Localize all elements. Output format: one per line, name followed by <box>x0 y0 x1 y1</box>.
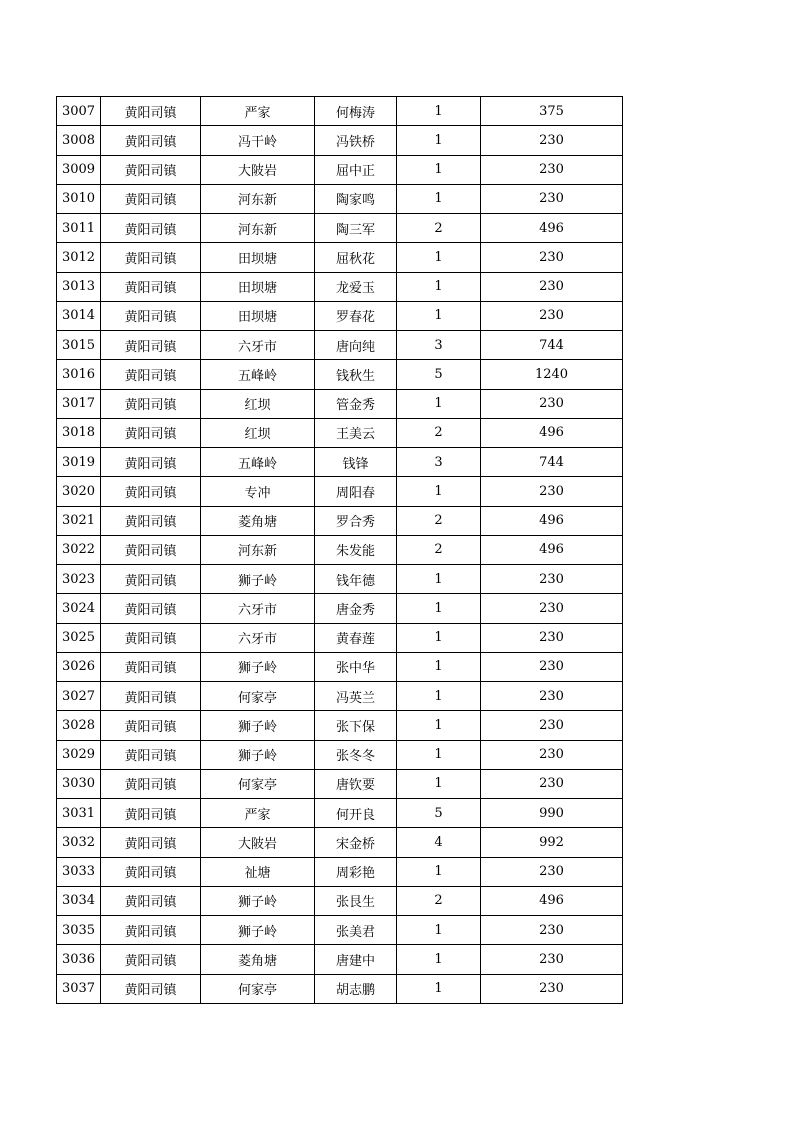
village-cell: 严家 <box>201 97 315 126</box>
village-cell: 田坝塘 <box>201 301 315 330</box>
count-cell: 1 <box>397 916 481 945</box>
name-cell: 黄春莲 <box>315 623 397 652</box>
name-cell: 张中华 <box>315 652 397 681</box>
count-cell: 2 <box>397 214 481 243</box>
table-row <box>57 711 623 740</box>
town-cell: 黄阳司镇 <box>101 974 201 1003</box>
count-cell: 1 <box>397 857 481 886</box>
name-cell: 钱年德 <box>315 565 397 594</box>
table-row <box>57 360 623 389</box>
town-cell: 黄阳司镇 <box>101 184 201 213</box>
count-cell: 1 <box>397 945 481 974</box>
village-cell: 何家亭 <box>201 769 315 798</box>
name-cell: 罗春花 <box>315 301 397 330</box>
name-cell: 胡志鹏 <box>315 974 397 1003</box>
town-cell: 黄阳司镇 <box>101 623 201 652</box>
town-cell: 黄阳司镇 <box>101 126 201 155</box>
count-cell: 3 <box>397 448 481 477</box>
count-cell: 5 <box>397 360 481 389</box>
count-cell: 1 <box>397 711 481 740</box>
village-cell: 菱角塘 <box>201 945 315 974</box>
table-row <box>57 535 623 564</box>
amount-cell: 230 <box>481 155 623 184</box>
name-cell: 唐建中 <box>315 945 397 974</box>
village-cell: 菱角塘 <box>201 506 315 535</box>
amount-cell: 230 <box>481 243 623 272</box>
town-cell: 黄阳司镇 <box>101 740 201 769</box>
town-cell: 黄阳司镇 <box>101 916 201 945</box>
count-cell: 1 <box>397 623 481 652</box>
table-row <box>57 418 623 447</box>
row-number-cell: 3017 <box>57 389 101 418</box>
village-cell: 河东新 <box>201 535 315 564</box>
row-number-cell: 3031 <box>57 799 101 828</box>
town-cell: 黄阳司镇 <box>101 214 201 243</box>
name-cell: 罗合秀 <box>315 506 397 535</box>
name-cell: 宋金桥 <box>315 828 397 857</box>
table-row <box>57 799 623 828</box>
town-cell: 黄阳司镇 <box>101 652 201 681</box>
village-cell: 田坝塘 <box>201 272 315 301</box>
row-number-cell: 3024 <box>57 594 101 623</box>
town-cell: 黄阳司镇 <box>101 331 201 360</box>
table-row <box>57 126 623 155</box>
table-row <box>57 448 623 477</box>
town-cell: 黄阳司镇 <box>101 389 201 418</box>
town-cell: 黄阳司镇 <box>101 769 201 798</box>
count-cell: 1 <box>397 652 481 681</box>
table-row <box>57 828 623 857</box>
village-cell: 狮子岭 <box>201 565 315 594</box>
table-row <box>57 155 623 184</box>
amount-cell: 230 <box>481 711 623 740</box>
village-cell: 严家 <box>201 799 315 828</box>
table-row <box>57 594 623 623</box>
table-row <box>57 682 623 711</box>
name-cell: 何梅涛 <box>315 97 397 126</box>
table-row <box>57 945 623 974</box>
row-number-cell: 3032 <box>57 828 101 857</box>
amount-cell: 230 <box>481 184 623 213</box>
name-cell: 龙爱玉 <box>315 272 397 301</box>
town-cell: 黄阳司镇 <box>101 243 201 272</box>
table-row <box>57 916 623 945</box>
name-cell: 朱发能 <box>315 535 397 564</box>
amount-cell: 230 <box>481 652 623 681</box>
town-cell: 黄阳司镇 <box>101 477 201 506</box>
village-cell: 红坝 <box>201 418 315 447</box>
town-cell: 黄阳司镇 <box>101 945 201 974</box>
count-cell: 1 <box>397 594 481 623</box>
row-number-cell: 3036 <box>57 945 101 974</box>
row-number-cell: 3030 <box>57 769 101 798</box>
table-row <box>57 184 623 213</box>
table-row <box>57 974 623 1003</box>
village-cell: 狮子岭 <box>201 652 315 681</box>
amount-cell: 744 <box>481 331 623 360</box>
row-number-cell: 3012 <box>57 243 101 272</box>
village-cell: 祉塘 <box>201 857 315 886</box>
town-cell: 黄阳司镇 <box>101 594 201 623</box>
town-cell: 黄阳司镇 <box>101 857 201 886</box>
amount-cell: 230 <box>481 974 623 1003</box>
table-row <box>57 243 623 272</box>
name-cell: 张冬冬 <box>315 740 397 769</box>
village-cell: 何家亭 <box>201 682 315 711</box>
amount-cell: 230 <box>481 623 623 652</box>
name-cell: 冯英兰 <box>315 682 397 711</box>
amount-cell: 230 <box>481 916 623 945</box>
count-cell: 5 <box>397 799 481 828</box>
table-row <box>57 301 623 330</box>
table-row <box>57 506 623 535</box>
row-number-cell: 3037 <box>57 974 101 1003</box>
amount-cell: 992 <box>481 828 623 857</box>
count-cell: 1 <box>397 477 481 506</box>
row-number-cell: 3027 <box>57 682 101 711</box>
town-cell: 黄阳司镇 <box>101 535 201 564</box>
table-row <box>57 857 623 886</box>
town-cell: 黄阳司镇 <box>101 565 201 594</box>
name-cell: 唐金秀 <box>315 594 397 623</box>
village-cell: 红坝 <box>201 389 315 418</box>
town-cell: 黄阳司镇 <box>101 682 201 711</box>
village-cell: 专冲 <box>201 477 315 506</box>
town-cell: 黄阳司镇 <box>101 418 201 447</box>
row-number-cell: 3009 <box>57 155 101 184</box>
amount-cell: 496 <box>481 506 623 535</box>
row-number-cell: 3007 <box>57 97 101 126</box>
village-cell: 大陂岩 <box>201 828 315 857</box>
village-cell: 何家亭 <box>201 974 315 1003</box>
table-row <box>57 769 623 798</box>
village-cell: 五峰岭 <box>201 448 315 477</box>
village-cell: 六牙市 <box>201 594 315 623</box>
town-cell: 黄阳司镇 <box>101 506 201 535</box>
row-number-cell: 3014 <box>57 301 101 330</box>
village-cell: 狮子岭 <box>201 740 315 769</box>
amount-cell: 744 <box>481 448 623 477</box>
row-number-cell: 3029 <box>57 740 101 769</box>
amount-cell: 230 <box>481 857 623 886</box>
table-row <box>57 331 623 360</box>
count-cell: 1 <box>397 184 481 213</box>
count-cell: 4 <box>397 828 481 857</box>
name-cell: 张艮生 <box>315 886 397 915</box>
table-row <box>57 272 623 301</box>
count-cell: 2 <box>397 418 481 447</box>
count-cell: 1 <box>397 126 481 155</box>
amount-cell: 230 <box>481 301 623 330</box>
table-row <box>57 623 623 652</box>
name-cell: 管金秀 <box>315 389 397 418</box>
table-body <box>57 97 623 1004</box>
village-cell: 五峰岭 <box>201 360 315 389</box>
village-cell: 大陂岩 <box>201 155 315 184</box>
count-cell: 1 <box>397 97 481 126</box>
amount-cell: 1240 <box>481 360 623 389</box>
amount-cell: 230 <box>481 565 623 594</box>
row-number-cell: 3023 <box>57 565 101 594</box>
row-number-cell: 3013 <box>57 272 101 301</box>
amount-cell: 230 <box>481 769 623 798</box>
amount-cell: 230 <box>481 126 623 155</box>
name-cell: 陶家鸣 <box>315 184 397 213</box>
row-number-cell: 3008 <box>57 126 101 155</box>
count-cell: 3 <box>397 331 481 360</box>
count-cell: 1 <box>397 740 481 769</box>
row-number-cell: 3010 <box>57 184 101 213</box>
table-row <box>57 97 623 126</box>
village-cell: 狮子岭 <box>201 886 315 915</box>
village-cell: 河东新 <box>201 214 315 243</box>
amount-cell: 496 <box>481 418 623 447</box>
table-row <box>57 886 623 915</box>
row-number-cell: 3021 <box>57 506 101 535</box>
table-row <box>57 389 623 418</box>
count-cell: 1 <box>397 769 481 798</box>
table-row <box>57 652 623 681</box>
name-cell: 张下保 <box>315 711 397 740</box>
table-row <box>57 740 623 769</box>
data-table <box>56 96 623 1004</box>
row-number-cell: 3018 <box>57 418 101 447</box>
name-cell: 屈秋花 <box>315 243 397 272</box>
table-row <box>57 565 623 594</box>
row-number-cell: 3033 <box>57 857 101 886</box>
table-row <box>57 214 623 243</box>
amount-cell: 230 <box>481 389 623 418</box>
amount-cell: 230 <box>481 272 623 301</box>
town-cell: 黄阳司镇 <box>101 711 201 740</box>
row-number-cell: 3025 <box>57 623 101 652</box>
count-cell: 1 <box>397 389 481 418</box>
village-cell: 狮子岭 <box>201 916 315 945</box>
name-cell: 张美君 <box>315 916 397 945</box>
village-cell: 冯干岭 <box>201 126 315 155</box>
count-cell: 1 <box>397 155 481 184</box>
name-cell: 钱秋生 <box>315 360 397 389</box>
name-cell: 冯铁桥 <box>315 126 397 155</box>
village-cell: 田坝塘 <box>201 243 315 272</box>
amount-cell: 496 <box>481 535 623 564</box>
name-cell: 唐钦要 <box>315 769 397 798</box>
count-cell: 1 <box>397 272 481 301</box>
row-number-cell: 3022 <box>57 535 101 564</box>
row-number-cell: 3028 <box>57 711 101 740</box>
count-cell: 1 <box>397 565 481 594</box>
count-cell: 2 <box>397 535 481 564</box>
amount-cell: 990 <box>481 799 623 828</box>
town-cell: 黄阳司镇 <box>101 360 201 389</box>
amount-cell: 230 <box>481 594 623 623</box>
amount-cell: 375 <box>481 97 623 126</box>
name-cell: 王美云 <box>315 418 397 447</box>
row-number-cell: 3011 <box>57 214 101 243</box>
row-number-cell: 3019 <box>57 448 101 477</box>
amount-cell: 230 <box>481 740 623 769</box>
count-cell: 1 <box>397 243 481 272</box>
town-cell: 黄阳司镇 <box>101 97 201 126</box>
count-cell: 2 <box>397 506 481 535</box>
amount-cell: 230 <box>481 477 623 506</box>
town-cell: 黄阳司镇 <box>101 272 201 301</box>
count-cell: 1 <box>397 682 481 711</box>
name-cell: 唐向纯 <box>315 331 397 360</box>
town-cell: 黄阳司镇 <box>101 799 201 828</box>
row-number-cell: 3016 <box>57 360 101 389</box>
name-cell: 周阳春 <box>315 477 397 506</box>
row-number-cell: 3026 <box>57 652 101 681</box>
row-number-cell: 3020 <box>57 477 101 506</box>
town-cell: 黄阳司镇 <box>101 828 201 857</box>
name-cell: 周彩艳 <box>315 857 397 886</box>
name-cell: 陶三军 <box>315 214 397 243</box>
amount-cell: 496 <box>481 214 623 243</box>
town-cell: 黄阳司镇 <box>101 448 201 477</box>
row-number-cell: 3035 <box>57 916 101 945</box>
town-cell: 黄阳司镇 <box>101 886 201 915</box>
village-cell: 河东新 <box>201 184 315 213</box>
table-row <box>57 477 623 506</box>
name-cell: 屈中正 <box>315 155 397 184</box>
amount-cell: 496 <box>481 886 623 915</box>
name-cell: 钱锋 <box>315 448 397 477</box>
village-cell: 六牙市 <box>201 623 315 652</box>
amount-cell: 230 <box>481 682 623 711</box>
town-cell: 黄阳司镇 <box>101 155 201 184</box>
town-cell: 黄阳司镇 <box>101 301 201 330</box>
village-cell: 六牙市 <box>201 331 315 360</box>
village-cell: 狮子岭 <box>201 711 315 740</box>
count-cell: 2 <box>397 886 481 915</box>
row-number-cell: 3015 <box>57 331 101 360</box>
count-cell: 1 <box>397 301 481 330</box>
row-number-cell: 3034 <box>57 886 101 915</box>
amount-cell: 230 <box>481 945 623 974</box>
name-cell: 何开良 <box>315 799 397 828</box>
count-cell: 1 <box>397 974 481 1003</box>
